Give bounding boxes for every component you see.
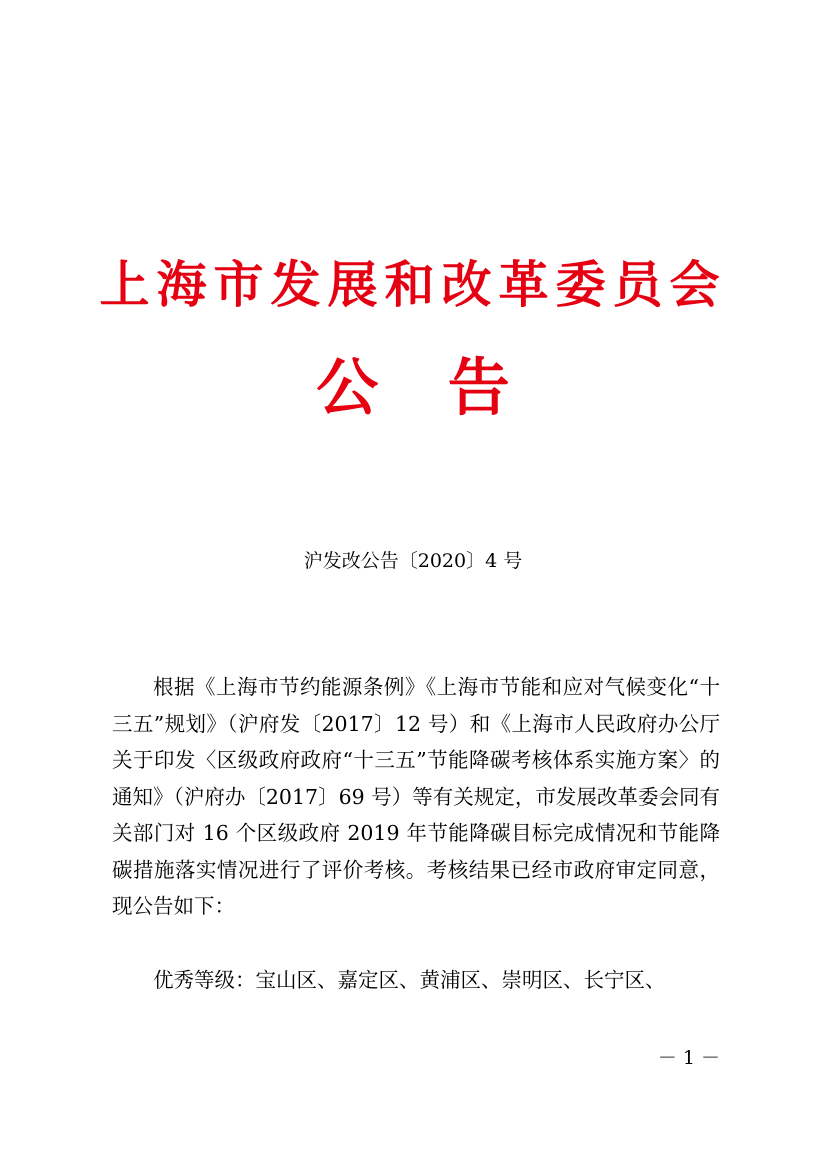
document-type-heading: 公 告 [316, 351, 534, 424]
issuing-organization-title: 上海市发展和改革委员会 [99, 255, 727, 314]
page-number: － 1 － [657, 1047, 720, 1069]
body-paragraph: 根据《上海市节约能源条例》《上海市节能和应对气候变化“十三五”规划》（沪府发〔2017〕12 号）和《上海市人民政府办公厅关于印发〈区级政府政府“十三五”节能降碳考核体系实施方案〉的通知》（沪府办〔2017〕69 号）等有关规定，市发展改革委会同有关部门对 16 个区级政府 2019 年节能降碳目标完成情况和节能降碳措施落实情况进行了评价考核。考核结果已经市政府审定同意，现公告如下： [112, 675, 720, 918]
document-number: 沪发改公告〔2020〕4 号 [303, 550, 523, 572]
assessment-result-line: 优秀等级：宝山区、嘉定区、黄浦区、崇明区、长宁区、 [153, 968, 666, 992]
